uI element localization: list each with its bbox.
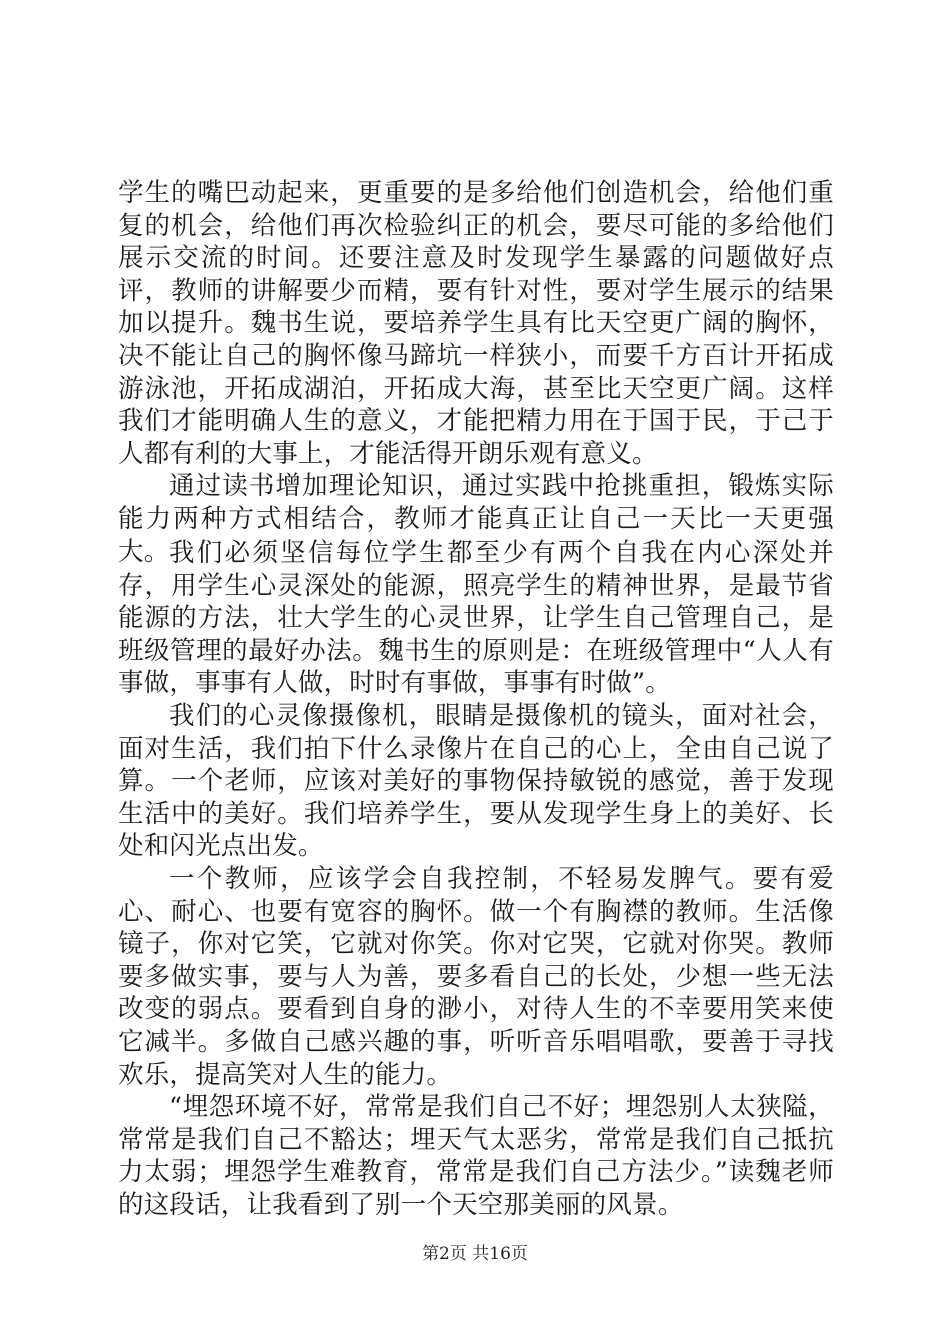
paragraph: 我们必须坚信每位学生都至少有两个自我在内心深处并存，用学生心灵深处的能源，照亮学生的精神世界，是最节省能源的方法，壮大学生的心灵世界，让学生自己管理自己，是班级管理的最好办法。魏书生的原则是：在班级管理中“人人有事做，事事有人做，时时有事做，事事有时做”。: [118, 538, 834, 699]
paragraph: 一个教师，应该学会自我控制，不轻易发脾气。要有爱心、耐心、也要有宽容的胸怀。做一个有胸襟的教师。生活像镜子，你对它笑，它就对你笑。你对它哭，它就对你哭。教师要多做实事，要与人为善，要多看自己的长处，少想一些无法改变的弱点。要看到自身的渺小，对待人生的不幸要用笑来使它减半。多做自己感兴趣的事，听听音乐唱唱歌，要善于寻找欢乐，提高笑对人生的能力。: [118, 863, 834, 1090]
text-section-1: [118, 177, 834, 568]
paragraph: “埋怨环境不好，常常是我们自己不好；埋怨别人太狭隘，常常是我们自己不豁达；埋天气太恶劣，常常是我们自己抵抗力太弱；埋怨学生难教育，常常是我们自己方法少。”读魏老师的这段话，让我看到了别一个天空那美丽的风景。: [118, 1092, 834, 1220]
page-footer: 第2页 共16页: [422, 1244, 528, 1264]
text-section-2: [118, 537, 834, 1221]
paragraph: 通过读书增加理论知识，通过实践中抢挑重担，锻炼实际能力两种方式相结合，教师才能真正让自己一天比一天更强大。: [118, 471, 834, 567]
paragraph: 我们的心灵像摄像机，眼睛是摄像机的镜头，面对社会，面对生活，我们拍下什么录像片在自己的心上，全由自己说了算。一个老师，应该对美好的事物保持敏锐的感觉，善于发现生活中的美好。我们培养学生，要从发现学生身上的美好、长处和闪光点出发。: [118, 700, 834, 862]
paragraph: 学生的嘴巴动起来，更重要的是多给他们创造机会，给他们重复的机会，给他们再次检验纠正的机会，要尽可能的多给他们展示交流的时间。还要注意及时发现学生暴露的问题做好点评，教师的讲解要少而精，要有针对性，要对学生展示的结果加以提升。魏书生说，要培养学生具有比天空更广阔的胸怀，决不能让自己的胸怀像马蹄坑一样狭小，而要千方百计开拓成游泳池，开拓成湖泊，开拓成大海，甚至比天空更广阔。这样我们才能明确人生的意义，才能把精力用在于国于民，于己于人都有利的大事上，才能活得开朗乐观有意义。: [118, 178, 834, 469]
